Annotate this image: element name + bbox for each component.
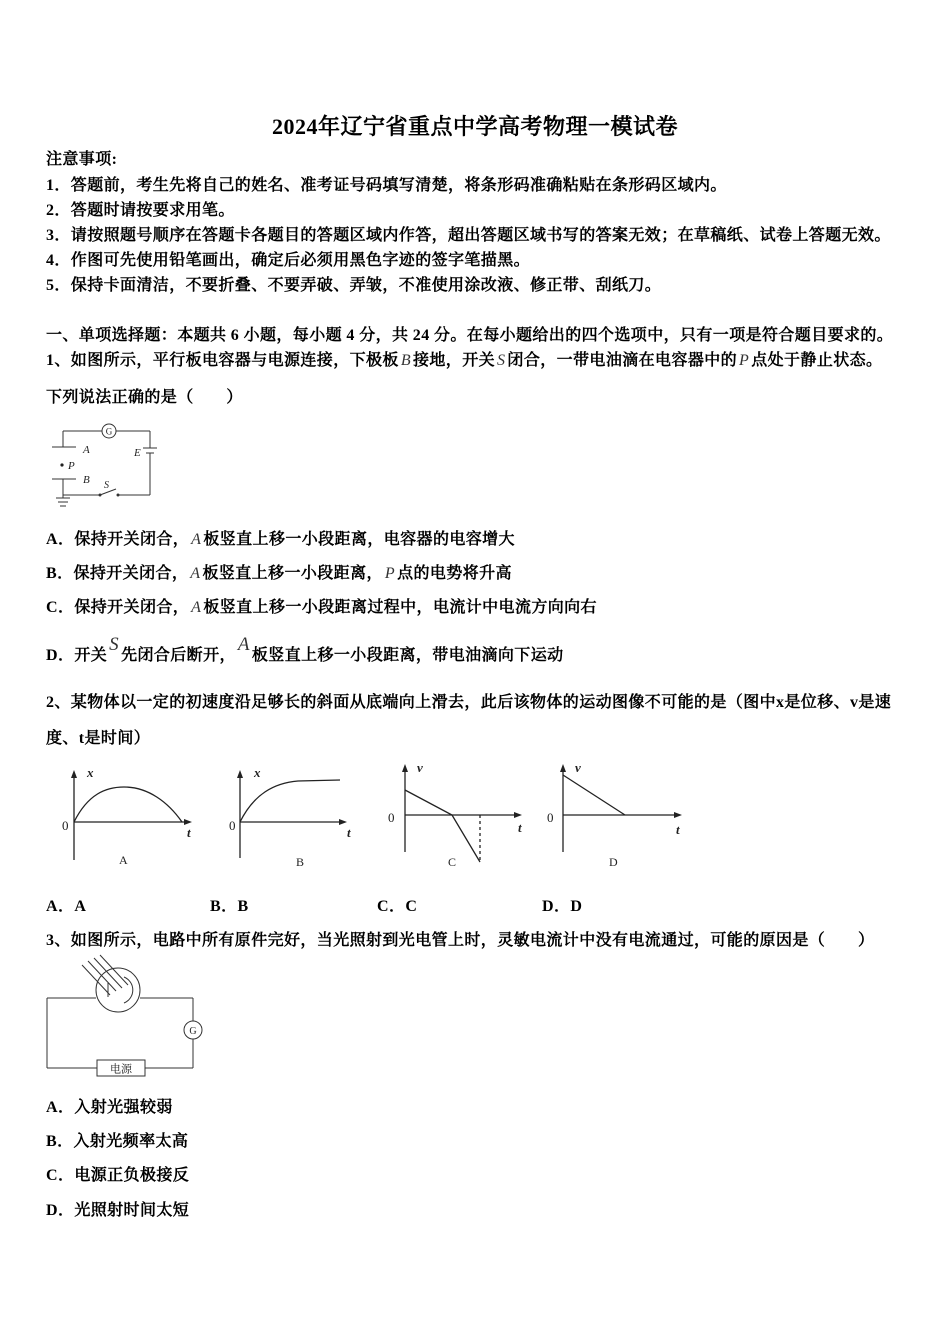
graph-a-caption: A	[119, 853, 128, 867]
q2-stem-line-2: 度、t是时间）	[46, 730, 151, 747]
graph-a	[62, 765, 192, 867]
q3-option-b: B．入射光频率太高	[46, 1133, 189, 1150]
graph-d-origin: 0	[547, 810, 554, 825]
q2-stem-line-1: 2、某物体以一定的初速度沿足够长的斜面从底端向上滑去，此后该物体的运动图像不可能的是（图中x是位移、v是速	[46, 694, 892, 711]
q1-option-a-var: A	[191, 531, 202, 548]
q2-option-b: B．B	[210, 898, 249, 915]
graph-b-x-label: t	[347, 825, 351, 840]
plate-a-label: A	[83, 444, 90, 456]
q1-stem-text: 闭合，一带电油滴在电容器中的	[507, 352, 738, 369]
graph-d	[547, 760, 682, 869]
graph-a-y-label: x	[87, 765, 94, 780]
graph-b-curve	[240, 780, 340, 822]
q1-option-b	[46, 564, 512, 584]
graph-c	[388, 760, 522, 869]
q1-option-a	[46, 530, 515, 550]
q1-option-c-text: 板竖直上移一小段距离过程中，电流计中电流方向向右	[203, 599, 597, 616]
q1-stem-var-b: B	[400, 352, 411, 369]
graph-d-y-arrow	[560, 764, 566, 772]
q1-stem-text: 点处于静止状态。	[751, 352, 883, 369]
notice-item-4: 4．作图可先使用铅笔画出，确定后必须用黑色字迹的签字笔描黑。	[46, 252, 531, 269]
q1-stem-var-s: S	[497, 352, 506, 369]
q3-option-a: A．入射光强较弱	[46, 1099, 173, 1116]
q1-option-b-text: 板竖直上移一小段距离，	[202, 565, 383, 582]
q3-option-c: C．电源正负极接反	[46, 1167, 190, 1184]
graph-c-x-label: t	[518, 820, 522, 835]
graph-a-curve	[74, 787, 182, 822]
q2-motion-graphs-figure	[40, 760, 720, 880]
q2-option-d: D．D	[542, 898, 583, 915]
q1-prompt: 下列说法正确的是（ ）	[46, 389, 243, 406]
graph-a-origin: 0	[62, 818, 69, 833]
light-ray-4	[100, 955, 128, 985]
graph-b-caption: B	[296, 855, 305, 869]
q1-option-c	[46, 598, 597, 618]
graph-a-y-arrow	[71, 770, 77, 778]
galvanometer-label: G	[105, 426, 113, 437]
power-source-label: 电源	[110, 1063, 132, 1076]
q2-options-row	[0, 897, 950, 917]
section-heading: 一、单项选择题：本题共 6 小题，每小题 4 分，共 24 分。在每小题给出的四个选项中，只有一项是符合题目要求的。	[46, 327, 894, 344]
graph-d-caption: D	[609, 855, 618, 869]
q1-option-b-var: A	[190, 565, 201, 582]
graph-a-x-label: t	[187, 825, 191, 840]
notice-item-2: 2．答题时请按要求用笔。	[46, 202, 235, 219]
graph-c-y-arrow	[402, 764, 408, 772]
q1-option-d-text: D．开关	[46, 647, 108, 664]
q1-option-d-var: A	[237, 634, 250, 655]
notice-heading: 注意事项:	[46, 151, 118, 168]
graph-b-y-arrow	[237, 770, 243, 778]
q2-option-a: A．A	[46, 898, 87, 915]
q2-option-c: C．C	[377, 898, 418, 915]
q1-stem	[46, 351, 882, 371]
notice-item-1: 1．答题前，考生先将自己的姓名、准考证号码填写清楚，将条形码准确粘贴在条形码区域内。	[46, 177, 727, 194]
q1-stem-text: 1、如图所示，平行板电容器与电源连接，下极板	[46, 352, 399, 369]
phototube-cathode	[124, 977, 133, 1003]
graph-c-x-arrow	[514, 812, 522, 818]
graph-d-y-label: v	[575, 760, 581, 775]
graph-b-origin: 0	[229, 818, 236, 833]
q3-option-d: D．光照射时间太短	[46, 1202, 190, 1219]
q3-stem: 3、如图所示，电路中所有原件完好，当光照射到光电管上时，灵敏电流计中没有电流通过，可能的原因是（ ）	[46, 932, 875, 949]
graph-b	[229, 765, 351, 869]
q1-stem-var-p: P	[739, 352, 750, 369]
q1-option-d	[46, 634, 564, 666]
notice-item-5: 5．保持卡面清洁，不要折叠、不要弄破、弄皱，不准使用涂改液、修正带、刮纸刀。	[46, 277, 662, 294]
graph-d-x-arrow	[674, 812, 682, 818]
galvanometer-label: G	[189, 1026, 197, 1037]
q1-option-a-text: 板竖直上移一小段距离，电容器的电容增大	[203, 531, 515, 548]
q1-stem-text: 接地，开关	[413, 352, 496, 369]
q1-option-d-var: S	[109, 634, 120, 655]
exam-title: 2024年辽宁省重点中学高考物理一模试卷	[271, 114, 678, 139]
q1-option-b-text: B．保持开关闭合，	[46, 565, 189, 582]
graph-c-y-label: v	[417, 760, 423, 775]
q1-option-a-text: A．保持开关闭合，	[46, 531, 190, 548]
battery-label: E	[134, 447, 141, 459]
oil-drop-point	[60, 463, 63, 466]
graph-c-origin: 0	[388, 810, 395, 825]
q1-option-d-text: 先闭合后断开，	[121, 647, 236, 664]
q1-option-d-text: 板竖直上移一小段距离，带电油滴向下运动	[251, 647, 564, 664]
graph-b-y-label: x	[254, 765, 261, 780]
plate-b-label: B	[83, 474, 90, 486]
notice-item-3: 3．请按照题号顺序在答题卡各题目的答题区域内作答，超出答题区域书写的答案无效；在草稿纸、试卷上答题无效。	[46, 227, 891, 244]
graph-d-line	[563, 775, 625, 815]
graph-b-x-arrow	[339, 819, 347, 825]
graph-c-line	[405, 790, 480, 862]
point-p-label: P	[68, 460, 75, 472]
q1-option-b-var: P	[384, 565, 396, 582]
graph-c-caption: C	[448, 855, 457, 869]
q1-option-b-text: 点的电势将升高	[397, 565, 512, 582]
q1-option-c-var: A	[191, 599, 202, 616]
q1-option-c-text: C．保持开关闭合，	[46, 599, 190, 616]
q3-phototube-circuit-figure	[40, 955, 215, 1080]
graph-d-x-label: t	[676, 822, 680, 837]
q1-capacitor-circuit-figure	[40, 418, 170, 518]
switch-label: S	[104, 480, 109, 491]
